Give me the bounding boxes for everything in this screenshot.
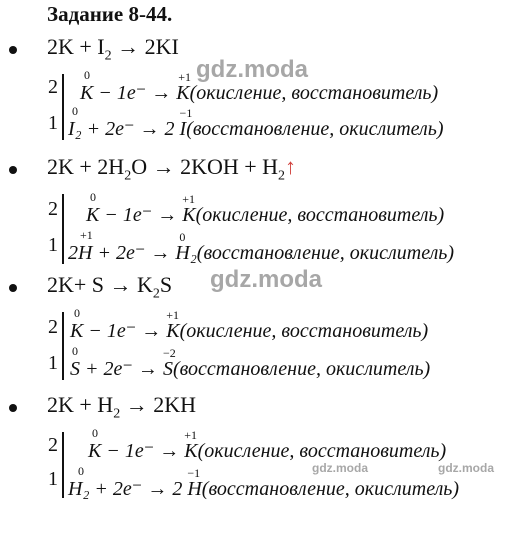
divider-line [62,74,64,140]
half-reaction-oxidation: 0 K − 1e⁻ → +1 K(окисление, восстановитель) [80,68,439,104]
half-reaction-reduction: 0 S + 2e⁻ → −2 S(восстановление, окислитель) [70,344,431,380]
reaction-1-equation: $2K + I_2 \to 2KI$ [47,34,179,64]
half-reaction-reduction: 0 H₂ + 2e⁻ → 2 −1 H(восстановление, окислитель) [68,464,460,500]
half-reaction-oxidation: 0 K − 1e⁻ → +1 K(окисление, восстановитель) [70,306,429,342]
watermark: gdz.moda [210,266,322,293]
half-reaction-oxidation: 0 K − 1e⁻ → +1 K(окисление, восстановитель) [86,190,445,226]
half-reaction-oxidation: 0 K − 1e⁻ → +1 K(окисление, восстановитель) [88,426,447,462]
coefficient: 2 [48,76,58,98]
divider-line [62,312,64,380]
watermark: gdz.moda [438,461,494,475]
half-reaction-reduction: +1 2H + 2e⁻ → 0 H₂(восстановление, окислитель) [68,228,455,264]
watermark: gdz.moda [312,461,368,475]
task-title: Задание 8-44. [47,2,173,26]
coefficient: 1 [48,352,58,374]
coefficient: 2 [48,434,58,456]
coefficient: 1 [48,112,58,134]
coefficient: 2 [48,198,58,220]
coefficient: 1 [48,468,58,490]
divider-line [62,432,64,498]
bullet-icon [9,404,17,412]
bullet-icon [9,46,17,54]
bullet-icon [9,284,17,292]
coefficient: 2 [48,316,58,338]
bullet-icon [9,166,17,174]
reaction-2-equation: $2K + 2H_2O \to 2KOH$ + $H_2↑$ [47,154,297,184]
reaction-4-equation: $2K + H_2 \to 2KH$ [47,392,196,422]
half-reaction-reduction: 0 I₂ + 2e⁻ → 2 −1 I(восстановление, окислитель) [68,104,444,140]
reaction-3-equation: $2K+ S \to K_2S$ [47,272,173,302]
divider-line [62,194,64,264]
watermark: gdz.moda [196,56,308,83]
coefficient: 1 [48,234,58,256]
